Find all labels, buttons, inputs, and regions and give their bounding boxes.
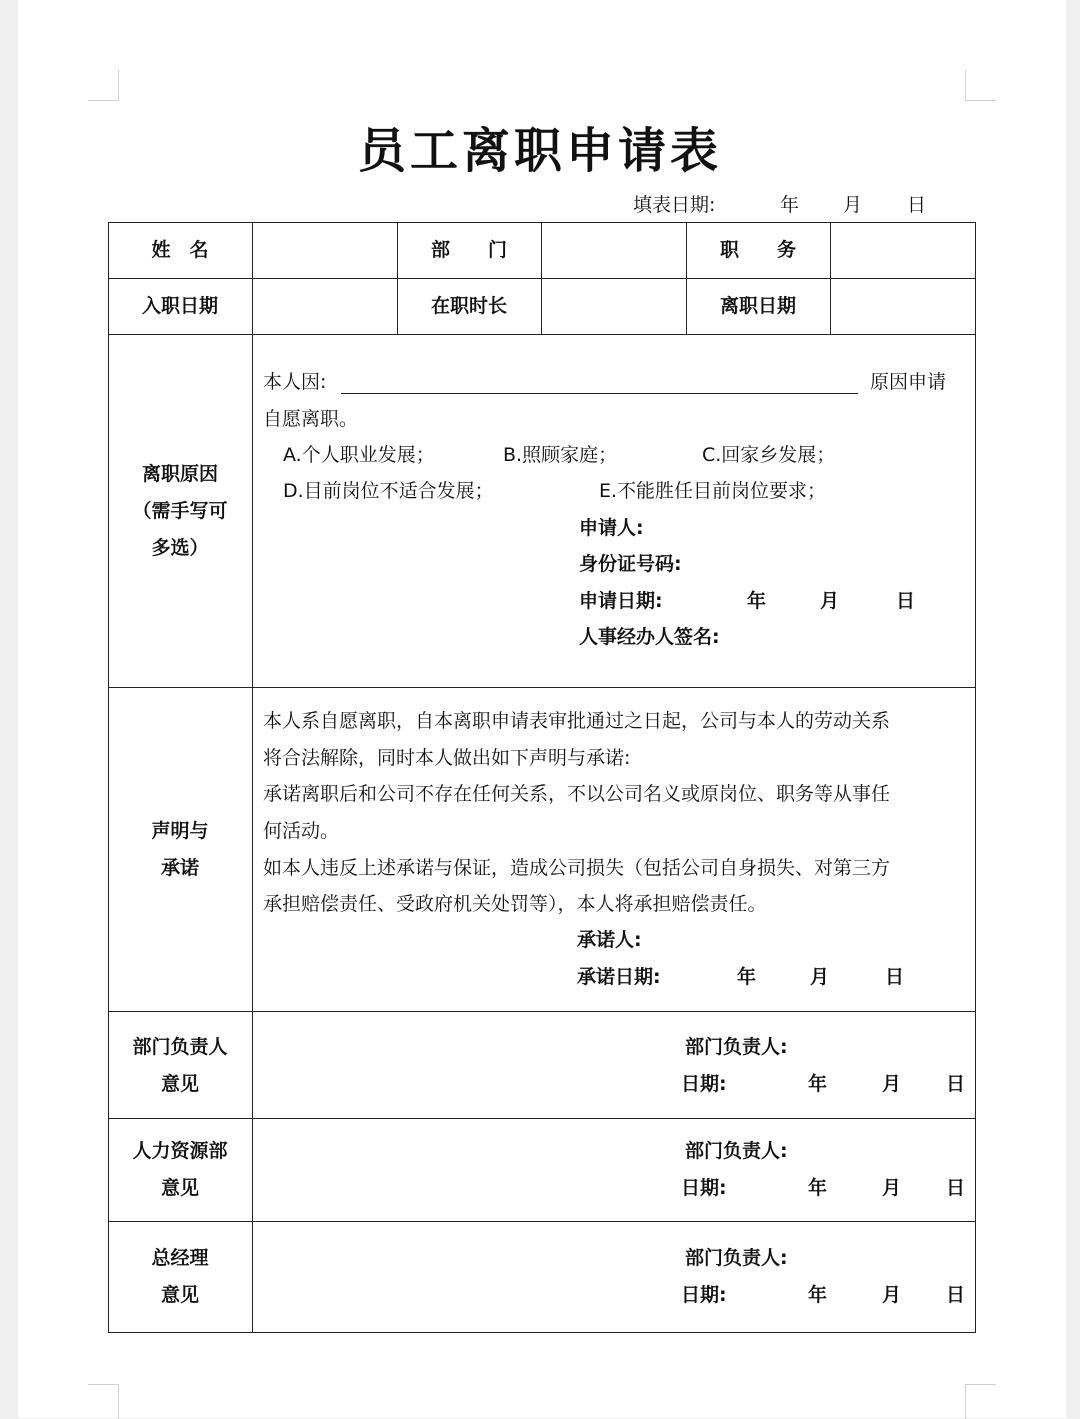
statement-year: 年 xyxy=(737,966,757,988)
label-reason-2: （需手写可 xyxy=(132,500,228,522)
statement-day: 日 xyxy=(885,966,905,988)
statement-line-6: 承担赔偿责任、受政府机关处罚等），本人将承担赔偿责任。 xyxy=(263,893,767,915)
fill-date-year: 年 xyxy=(780,194,800,216)
reason-apply-month: 月 xyxy=(820,590,840,612)
dept-head-signer: 部门负责人: xyxy=(685,1036,788,1058)
hr-date: 日期: xyxy=(681,1177,727,1199)
reason-apply-date: 申请日期: xyxy=(579,590,663,612)
reason-applicant: 申请人: xyxy=(579,517,644,539)
label-dept-head-2: 意见 xyxy=(160,1073,199,1095)
crop-mark-bottom-right xyxy=(965,1384,996,1419)
hr-month: 月 xyxy=(882,1177,902,1199)
statement-month: 月 xyxy=(810,966,830,988)
crop-mark-top-left xyxy=(88,70,119,101)
label-department: 部 门 xyxy=(430,239,507,261)
reason-hr-sign: 人事经办人签名: xyxy=(579,626,720,648)
label-dept-head-1: 部门负责人 xyxy=(132,1036,228,1058)
label-position: 职 务 xyxy=(719,239,796,261)
statement-line-3: 承诺离职后和公司不存在任何关系，不以公司名义或原岗位、职务等从事任 xyxy=(263,783,891,805)
gm-signer: 部门负责人: xyxy=(685,1247,788,1269)
statement-line-5: 如本人违反上述承诺与保证，造成公司损失（包括公司自身损失、对第三方 xyxy=(263,857,891,879)
hr-signer: 部门负责人: xyxy=(685,1140,788,1162)
fill-date-day: 日 xyxy=(907,194,927,216)
dept-head-date: 日期: xyxy=(681,1073,727,1095)
label-gm-2: 意见 xyxy=(160,1284,199,1306)
label-statement-1: 声明与 xyxy=(151,820,209,842)
label-reason-3: 多选） xyxy=(151,537,209,559)
label-statement-2: 承诺 xyxy=(160,857,199,879)
reason-intro: 本人因: xyxy=(263,371,327,393)
reason-id-number: 身份证号码: xyxy=(579,553,682,575)
reason-option-d: D.目前岗位不适合发展； xyxy=(283,480,494,502)
hr-year: 年 xyxy=(808,1177,828,1199)
label-reason-1: 离职原因 xyxy=(141,463,218,485)
label-gm-1: 总经理 xyxy=(151,1247,209,1269)
reason-option-c: C.回家乡发展； xyxy=(702,444,836,466)
reason-option-b: B.照顾家庭； xyxy=(503,444,618,466)
label-hire-date: 入职日期 xyxy=(141,295,218,317)
page-title: 员工离职申请表 xyxy=(357,123,722,179)
reason-apply-day: 日 xyxy=(896,590,916,612)
reason-option-e: E.不能胜任目前岗位要求； xyxy=(599,480,827,502)
statement-line-1: 本人系自愿离职，自本离职申请表审批通过之日起，公司与本人的劳动关系 xyxy=(263,710,891,732)
statement-line-2: 将合法解除，同时本人做出如下声明与承诺: xyxy=(263,747,631,769)
reason-blank-line xyxy=(341,393,858,394)
reason-option-a: A.个人职业发展； xyxy=(283,444,435,466)
crop-mark-bottom-left xyxy=(88,1384,119,1419)
label-tenure: 在职时长 xyxy=(430,295,507,317)
statement-promisor: 承诺人: xyxy=(577,929,642,951)
dept-head-month: 月 xyxy=(882,1073,902,1095)
label-leave-date: 离职日期 xyxy=(719,295,796,317)
label-hr-2: 意见 xyxy=(160,1177,199,1199)
gm-month: 月 xyxy=(882,1284,902,1306)
dept-head-day: 日 xyxy=(946,1073,966,1095)
hr-day: 日 xyxy=(946,1177,966,1199)
reason-apply-year: 年 xyxy=(747,590,767,612)
crop-mark-top-right xyxy=(965,70,996,101)
gm-date: 日期: xyxy=(681,1284,727,1306)
statement-line-4: 何活动。 xyxy=(263,820,340,842)
reason-line2: 自愿离职。 xyxy=(263,408,359,430)
gm-day: 日 xyxy=(946,1284,966,1306)
fill-date-month: 月 xyxy=(843,194,863,216)
gm-year: 年 xyxy=(808,1284,828,1306)
fill-date-label: 填表日期: xyxy=(633,194,716,216)
reason-intro-suffix: 原因申请 xyxy=(870,371,947,393)
label-name: 姓 名 xyxy=(151,239,209,261)
dept-head-year: 年 xyxy=(808,1073,828,1095)
label-hr-1: 人力资源部 xyxy=(132,1140,228,1162)
statement-promise-date: 承诺日期: xyxy=(577,966,661,988)
